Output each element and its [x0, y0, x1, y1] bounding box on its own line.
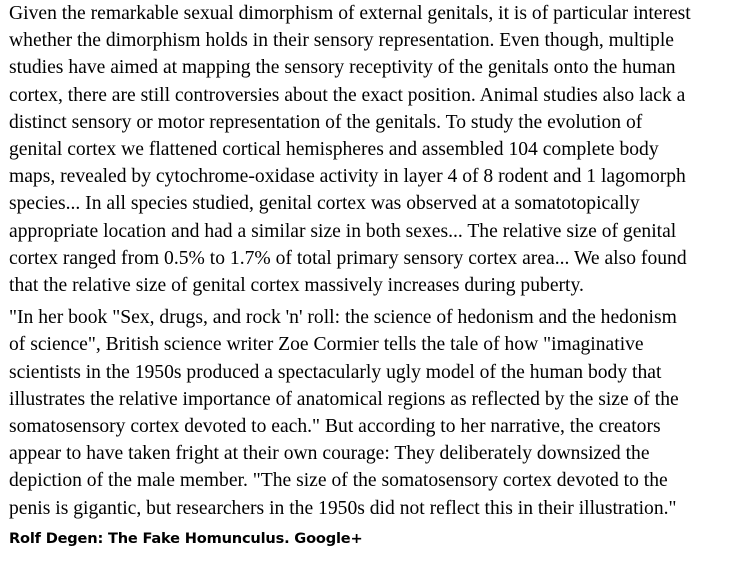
text-line: scientists in the 1950s produced a spectacularly ugly model of the human body that [9, 361, 662, 383]
text-line: species... In all species studied, genital cortex was observed at a somatotopically [9, 193, 640, 215]
text-line: Given the remarkable sexual dimorphism of external genitals, it is of particular interest [9, 3, 691, 24]
text-line: genital cortex we flattened cortical hemispheres and assembled 104 complete body [9, 139, 659, 161]
text-line: distinct sensory or motor representation of the genitals. To study the evolution of [9, 111, 643, 133]
document-page [9, 0, 741, 549]
text-line: appear to have taken fright at their own courage: They deliberately downsized the [9, 443, 650, 465]
text-line: that the relative size of genital cortex massively increases during puberty. [9, 275, 584, 297]
text-line: of science", British science writer Zoe Cormier tells the tale of how "imaginative [9, 334, 644, 356]
text-line: whether the dimorphism holds in their sensory representation. Even though, multiple [9, 30, 674, 52]
paragraph-quote [9, 304, 741, 522]
text-line: somatosensory cortex devoted to each." But according to her narrative, the creators [9, 416, 661, 438]
text-line: cortex, there are still controversies about the exact position. Animal studies also lack a [9, 84, 686, 106]
paragraph-abstract [9, 0, 741, 299]
text-line: appropriate location and had a similar size in both sexes... The relative size of genital [9, 220, 677, 242]
text-line: studies have aimed at mapping the sensory receptivity of the genitals onto the human [9, 57, 676, 79]
text-line: cortex ranged from 0.5% to 1.7% of total primary sensory cortex area... We also found [9, 247, 687, 269]
text-line: maps, revealed by cytochrome-oxidase activity in layer 4 of 8 rodent and 1 lagomorph [9, 166, 686, 188]
text-line: "In her book "Sex, drugs, and rock 'n' roll: the science of hedonism and the hedonism [9, 307, 677, 329]
citation: Rolf Degen: The Fake Homunculus. Google+ [9, 529, 363, 547]
text-line: depiction of the male member. "The size of the somatosensory cortex devoted to the [9, 470, 668, 492]
text-line: illustrates the relative importance of anatomical regions as reflected by the size of the [9, 388, 679, 410]
text-line: penis is gigantic, but researchers in the 1950s did not reflect this in their illustration." [9, 497, 677, 519]
